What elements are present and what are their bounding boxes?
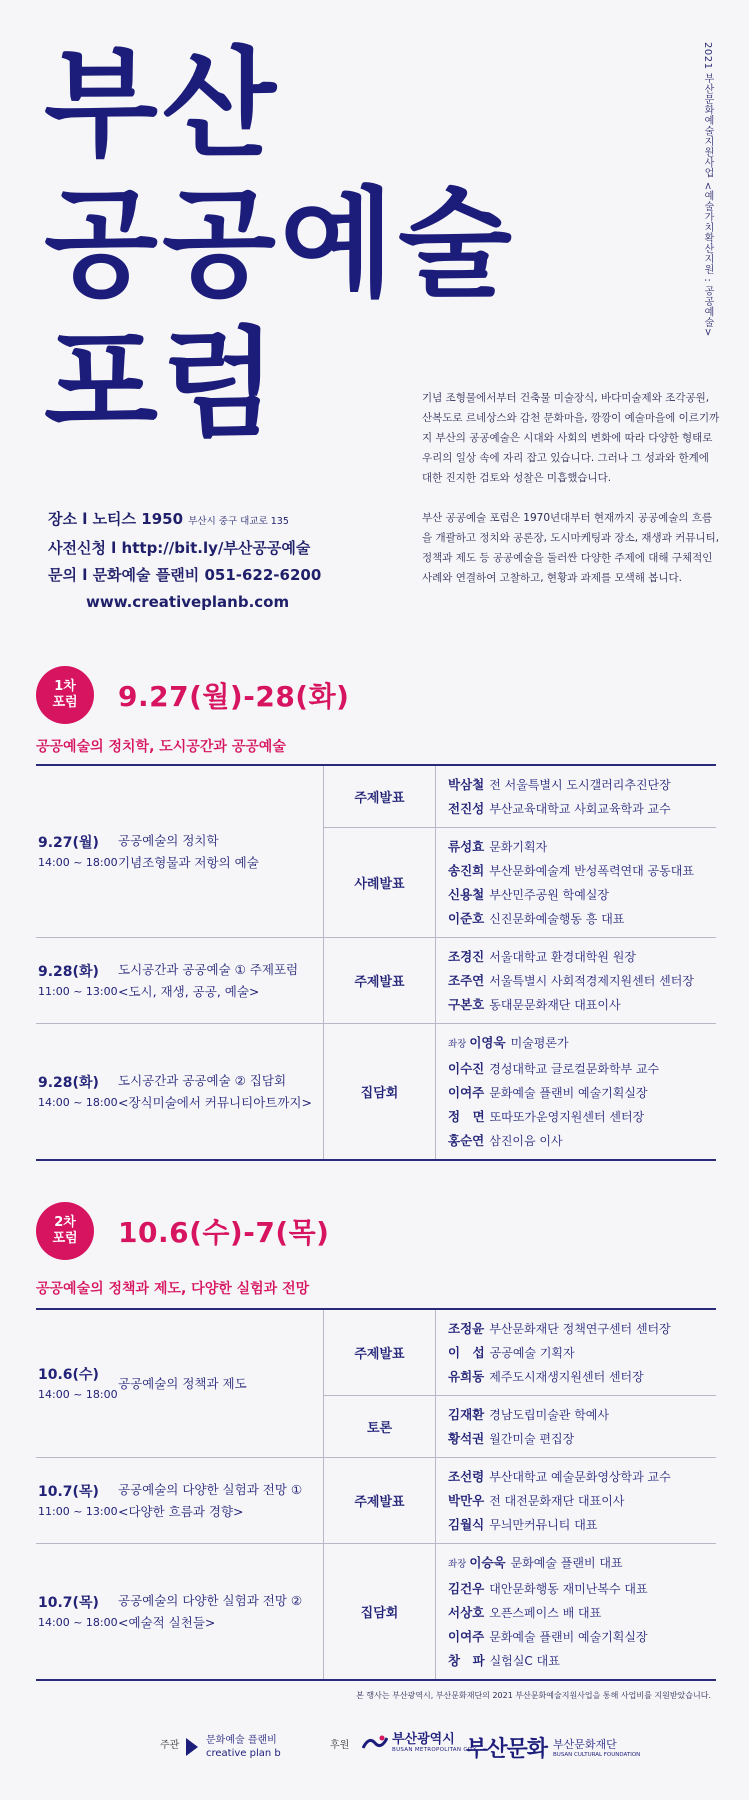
speaker [448, 1649, 716, 1673]
speaker-list [436, 1544, 716, 1679]
speaker [448, 1317, 716, 1341]
speaker-role: 경남도립미술관 학예사 [489, 1408, 609, 1422]
session-title-line1: 공공예술의 다양한 실험과 전망 ② [118, 1592, 303, 1608]
session-title-line2: <장식미술에서 커뮤니티아트까지> [118, 1094, 312, 1110]
session-when [38, 961, 118, 1001]
planb-logo [186, 1734, 281, 1760]
session-when [38, 1072, 118, 1112]
session-row [36, 1544, 716, 1679]
speaker-role: 오픈스페이스 배 대표 [489, 1606, 602, 1620]
speaker-role: 부산민주공원 학예실장 [489, 888, 609, 902]
speaker-name: 송진희 [448, 863, 485, 878]
speaker-role: 삼진이음 이사 [489, 1134, 563, 1148]
session-title-line1: 도시공간과 공공예술 ② 집담회 [118, 1072, 287, 1088]
speaker-role: 문화예술 플랜비 예술기획실장 [489, 1086, 648, 1100]
session-day: 9.27(월) [38, 834, 99, 851]
intro-paragraph-2: 부산 공공예술 포럼은 1970년대부터 현재까지 공공예술의 흐름을 개괄하고 정치와 공론장, 도시마케팅과 장소, 재생과 커뮤니티, 정책과 제도 등 공공예술을 둘러싼 다양한 주제에 대해 구체적인 사례와 연결하여 고찰하고, 현황과 과제를 모색해 봅니다. [422, 512, 720, 584]
session-title-line2: <다양한 흐름과 경향> [118, 1503, 244, 1519]
busan-city-name-en: BUSAN METROPOLITAN CITY [392, 1747, 477, 1753]
host-name-en: creative plan b [206, 1748, 281, 1759]
speaker [448, 797, 716, 821]
session-time: 14:00 ~ 18:00 [38, 1615, 118, 1629]
session-info [36, 766, 324, 937]
speaker [448, 1465, 716, 1489]
session-row [36, 766, 716, 938]
speaker-name: 조주연 [448, 973, 485, 988]
session-when [38, 832, 118, 872]
speaker-role: 부산대학교 예술문화영상학과 교수 [489, 1470, 671, 1484]
session-day: 10.6(수) [38, 1366, 99, 1383]
session-when [38, 1364, 118, 1404]
session-parts [324, 1310, 716, 1457]
speaker [448, 1341, 716, 1365]
speaker-role: 미술평론가 [510, 1036, 569, 1050]
speaker-role: 전 대전문화재단 대표이사 [489, 1494, 625, 1508]
session-when [38, 1592, 118, 1632]
speaker-role: 서울특별시 사회적경제지원센터 센터장 [489, 974, 694, 988]
speaker-name: 박만우 [448, 1493, 485, 1508]
vertical-program-note: 2021 부산문화예술지원사업 <예술가치확산지원 : 공공예술> [702, 42, 713, 337]
venue: 장소 l 노티스 1950 [48, 510, 184, 528]
session-time: 14:00 ~ 18:00 [38, 855, 118, 869]
speaker-name: 조경진 [448, 949, 485, 964]
part-type: 집담회 [324, 1544, 436, 1679]
session-title [118, 1373, 247, 1395]
bcf-mark: 부산문화 [466, 1737, 548, 1762]
session-row [36, 1310, 716, 1458]
session-title [118, 959, 298, 1003]
speaker-name: 이여주 [448, 1085, 485, 1100]
speaker [448, 969, 716, 993]
session-row [36, 1024, 716, 1159]
session-time: 11:00 ~ 13:00 [38, 984, 118, 998]
speaker-role: 신진문화예술행동 흥 대표 [489, 912, 625, 926]
session-parts [324, 1458, 716, 1543]
busan-cultural-foundation-logo [466, 1732, 640, 1763]
session-day: 10.7(목) [38, 1483, 99, 1500]
forum2-badge-line1: 2차 [54, 1215, 76, 1230]
speaker-list [436, 1396, 716, 1457]
funding-note: 본 행사는 부산광역시, 부산문화재단의 2021 부산문화예술지원사업을 통해 사업비를 지원받았습니다. [356, 1691, 711, 1700]
speaker-role: 전 서울특별시 도시갤러리추진단장 [489, 778, 671, 792]
session-parts [324, 1024, 716, 1159]
speaker-list [436, 828, 716, 937]
session-time: 14:00 ~ 18:00 [38, 1387, 118, 1401]
session-part [324, 1396, 716, 1457]
speaker [448, 1513, 716, 1537]
speaker [448, 883, 716, 907]
speaker-role: 동대문문화재단 대표이사 [489, 998, 621, 1012]
forum1-header [36, 666, 349, 724]
part-type: 집담회 [324, 1024, 436, 1159]
speaker [448, 1403, 716, 1427]
session-time: 14:00 ~ 18:00 [38, 1095, 118, 1109]
session-day: 9.28(화) [38, 1074, 99, 1091]
event-info [48, 506, 321, 616]
title-line-1: 부산 [44, 35, 280, 173]
speaker-list [436, 1310, 716, 1395]
session-title [118, 1070, 312, 1114]
session-parts [324, 1544, 716, 1679]
contact-line: 문의 l 문화예술 플랜비 051-622-6200 [48, 566, 322, 584]
session-title [118, 1479, 302, 1523]
session-part [324, 1024, 716, 1159]
part-type: 사례발표 [324, 828, 436, 937]
session-parts [324, 766, 716, 937]
speaker [448, 1057, 716, 1081]
forum1-subtitle: 공공예술의 정치학, 도시공간과 공공예술 [36, 739, 286, 755]
speaker-name: 박삼철 [448, 777, 485, 792]
speaker-name: 창 파 [448, 1653, 485, 1668]
speaker-name: 김월식 [448, 1517, 485, 1532]
speaker-role: 무늬만커뮤니티 대표 [489, 1518, 598, 1532]
session-title-line2: 기념조형물과 저항의 예술 [118, 854, 259, 870]
speaker-role: 공공예술 기획자 [489, 1346, 575, 1360]
session-row [36, 938, 716, 1024]
forum1-schedule [36, 764, 716, 1161]
speaker-name: 서상호 [448, 1605, 485, 1620]
speaker-list [436, 766, 716, 827]
speaker-name: 김건우 [448, 1581, 485, 1596]
registration-link[interactable]: 사전신청 l http://bit.ly/부산공공예술 [48, 539, 311, 557]
session-title-line1: 공공예술의 정치학 [118, 832, 219, 848]
speaker-list [436, 938, 716, 1023]
speaker [448, 1365, 716, 1389]
speaker [448, 1427, 716, 1451]
busan-wave-icon [362, 1734, 388, 1752]
speaker-role: 문화예술 플랜비 대표 [510, 1556, 623, 1570]
session-info [36, 1024, 324, 1159]
speaker-name: 전진성 [448, 801, 485, 816]
session-info [36, 1458, 324, 1543]
speaker-name: 이승욱 [469, 1555, 506, 1570]
host-name-ko: 문화예술 플랜비 [206, 1735, 277, 1746]
forum2-badge-line2: 포럼 [52, 1231, 78, 1246]
speaker-role: 경성대학교 글로컬문화학부 교수 [489, 1062, 660, 1076]
speaker [448, 1577, 716, 1601]
session-part [324, 1310, 716, 1396]
footer-logos [0, 1732, 749, 1772]
speaker-name: 이영욱 [469, 1035, 506, 1050]
speaker-prefix: 좌장 [448, 1559, 467, 1570]
part-type: 주제발표 [324, 766, 436, 827]
speaker-name: 홍순연 [448, 1133, 485, 1148]
speaker [448, 945, 716, 969]
website-link[interactable]: www.creativeplanb.com [86, 593, 290, 611]
speaker [448, 1551, 716, 1577]
speaker-role: 부산문화예술계 반성폭력연대 공동대표 [489, 864, 694, 878]
speaker-name: 조선령 [448, 1469, 485, 1484]
speaker [448, 859, 716, 883]
speaker-role: 문화기획자 [489, 840, 548, 854]
session-part [324, 828, 716, 937]
speaker [448, 1129, 716, 1153]
forum2-badge [36, 1202, 94, 1260]
speaker [448, 773, 716, 797]
speaker [448, 1625, 716, 1649]
forum1-badge-line1: 1차 [54, 679, 76, 694]
bcf-name-en: BUSAN CULTURAL FOUNDATION [553, 1751, 641, 1758]
session-parts [324, 938, 716, 1023]
speaker-list [436, 1458, 716, 1543]
speaker-name: 이 섭 [448, 1345, 485, 1360]
session-part [324, 1544, 716, 1679]
speaker [448, 1105, 716, 1129]
session-info [36, 1310, 324, 1457]
title-line-3: 포럼 [44, 315, 280, 453]
speaker-name: 조정윤 [448, 1321, 485, 1336]
speaker-role: 월간미술 편집장 [489, 1432, 575, 1446]
session-part [324, 938, 716, 1023]
speaker-role: 대안문화행동 재미난복수 대표 [489, 1582, 648, 1596]
speaker-name: 이준호 [448, 911, 485, 926]
play-triangle-icon [186, 1738, 198, 1756]
forum2-header [36, 1202, 329, 1260]
part-type: 주제발표 [324, 1458, 436, 1543]
speaker-name: 김재환 [448, 1407, 485, 1422]
session-title [118, 830, 259, 874]
busan-city-logo [362, 1732, 477, 1753]
speaker-name: 신용철 [448, 887, 485, 902]
speaker [448, 1489, 716, 1513]
speaker-role: 부산교육대학교 사회교육학과 교수 [489, 802, 671, 816]
session-info [36, 938, 324, 1023]
speaker [448, 907, 716, 931]
forum2-subtitle: 공공예술의 정책과 제도, 다양한 실험과 전망 [36, 1281, 310, 1297]
part-type: 주제발표 [324, 938, 436, 1023]
speaker-name: 구본호 [448, 997, 485, 1012]
session-title-line1: 공공예술의 다양한 실험과 전망 ① [118, 1481, 303, 1497]
session-day: 9.28(화) [38, 963, 99, 980]
speaker-role: 제주도시재생지원센터 센터장 [489, 1370, 644, 1384]
speaker-name: 황석권 [448, 1431, 485, 1446]
session-day: 10.7(목) [38, 1594, 99, 1611]
speaker-role: 서울대학교 환경대학원 원장 [489, 950, 636, 964]
speaker-name: 정 면 [448, 1109, 485, 1124]
title-line-2: 공공예술 [44, 175, 516, 313]
speaker-list [436, 1024, 716, 1159]
speaker [448, 1031, 716, 1057]
session-time: 11:00 ~ 13:00 [38, 1504, 118, 1518]
speaker-role: 또따또가운영지원센터 센터장 [489, 1110, 645, 1124]
speaker-name: 이수진 [448, 1061, 485, 1076]
session-title-line1: 도시공간과 공공예술 ① 주제포럼 [118, 961, 299, 977]
speaker-prefix: 좌장 [448, 1039, 467, 1050]
session-title-line2: <예술적 실천들> [118, 1614, 216, 1630]
forum2-dates: 10.6(수)-7(목) [118, 1216, 330, 1249]
session-title [118, 1590, 302, 1634]
forum1-dates: 9.27(월)-28(화) [118, 680, 350, 713]
session-part [324, 1458, 716, 1543]
venue-address: 부산시 중구 대교로 135 [188, 516, 289, 527]
forum2-schedule [36, 1308, 716, 1681]
speaker [448, 1601, 716, 1625]
speaker-role: 부산문화재단 정책연구센터 센터장 [489, 1322, 671, 1336]
host-label: 주관 [160, 1740, 180, 1751]
session-info [36, 1544, 324, 1679]
speaker-role: 실험실C 대표 [489, 1654, 560, 1668]
speaker [448, 993, 716, 1017]
session-part [324, 766, 716, 828]
forum1-badge [36, 666, 94, 724]
speaker-name: 이여주 [448, 1629, 485, 1644]
speaker [448, 1081, 716, 1105]
venue-line [48, 506, 321, 535]
speaker-role: 문화예술 플랜비 예술기획실장 [489, 1630, 648, 1644]
part-type: 토론 [324, 1396, 436, 1457]
busan-city-name: 부산광역시 [392, 1732, 455, 1747]
speaker-name: 류성효 [448, 839, 485, 854]
bcf-name: 부산문화재단 [553, 1737, 617, 1751]
session-when [38, 1481, 118, 1521]
speaker-name: 유희동 [448, 1369, 485, 1384]
intro-text [422, 388, 722, 608]
part-type: 주제발표 [324, 1310, 436, 1395]
intro-paragraph-1: 기념 조형물에서부터 건축물 미술장식, 바다미술제와 조각공원, 산복도로 르네상스와 감천 문화마을, 깡깡이 예술마을에 이르기까지 부산의 공공예술은 시대와 사회의 변화에 따라 다양한 형태로 우리의 일상 속에 자리 잡고 있습니다. 그러나 그 성과와 한계에 대한 진지한 검토와 성찰은 미흡했습니다. [422, 392, 720, 484]
forum1-badge-line2: 포럼 [52, 695, 78, 710]
session-title-line2: <도시, 재생, 공공, 예술> [118, 983, 260, 999]
session-title-line1: 공공예술의 정책과 제도 [118, 1375, 247, 1391]
session-row [36, 1458, 716, 1544]
sponsor-label: 후원 [330, 1740, 350, 1751]
speaker [448, 835, 716, 859]
